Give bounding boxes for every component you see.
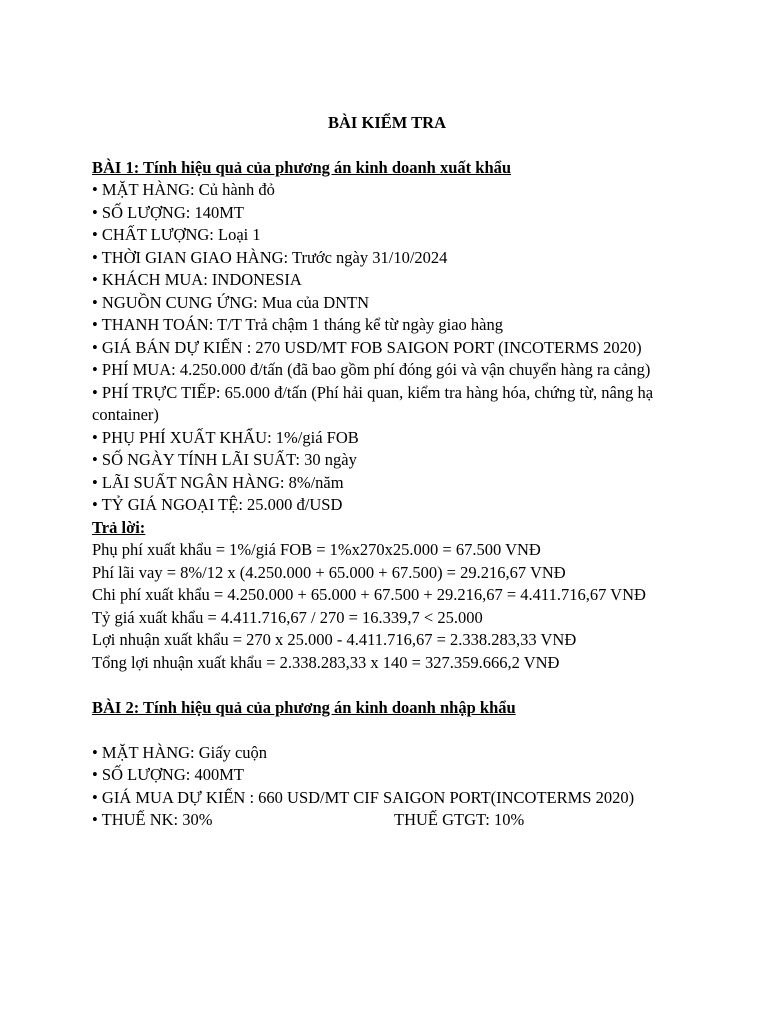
bai2-item: • MẶT HÀNG: Giấy cuộn — [92, 742, 682, 765]
section-spacer — [92, 719, 682, 742]
bai1-item: • SỐ LƯỢNG: 140MT — [92, 202, 682, 225]
bai1-answer: Tỷ giá xuất khẩu = 4.411.716,67 / 270 = 16.339,7 < 25.000 — [92, 607, 483, 627]
bai1-answer: Lợi nhuận xuất khẩu = 270 x 25.000 - 4.411.716,67 = 2.338.283,33 VNĐ — [92, 630, 577, 649]
bai1-item: • GIÁ BÁN DỰ KIẾN : 270 USD/MT FOB SAIGON PORT (INCOTERMS 2020) — [92, 337, 682, 360]
bai1-item: • THANH TOÁN: T/T Trả chậm 1 tháng kể từ ngày giao hàng — [92, 314, 682, 337]
tax-nk: • THUẾ NK: 30% — [92, 809, 394, 832]
bai1-item: • LÃI SUẤT NGÂN HÀNG: 8%/năm — [92, 472, 682, 495]
bai1-item: • TỶ GIÁ NGOẠI TỆ: 25.000 đ/USD — [92, 494, 682, 517]
bai1-heading: BÀI 1: Tính hiệu quả của phương án kinh doanh xuất khẩu — [92, 157, 512, 177]
bai1-item: • PHÍ MUA: 4.250.000 đ/tấn (đã bao gồm phí đóng gói và vận chuyển hàng ra cảng) — [92, 359, 682, 382]
bai2-item: • GIÁ MUA DỰ KIẾN : 660 USD/MT CIF SAIGON PORT(INCOTERMS 2020) — [92, 787, 682, 810]
bai2-item: • SỐ LƯỢNG: 400MT — [92, 764, 682, 787]
document-content — [92, 112, 682, 832]
bai1-answer: Chi phí xuất khẩu = 4.250.000 + 65.000 + 67.500 + 29.216,67 = 4.411.716,67 VNĐ — [92, 585, 646, 604]
bai1-item: • KHÁCH MUA: INDONESIA — [92, 269, 682, 292]
bai1-item: • SỐ NGÀY TÍNH LÃI SUẤT: 30 ngày — [92, 449, 682, 472]
bai1-item: • PHÍ TRỰC TIẾP: 65.000 đ/tấn (Phí hải quan, kiểm tra hàng hóa, chứng từ, nâng hạ container) — [92, 382, 682, 427]
bai2-tax-row — [92, 809, 682, 832]
section-spacer — [92, 674, 682, 697]
bai1-item: • CHẤT LƯỢNG: Loại 1 — [92, 224, 682, 247]
bai1-answer: Phụ phí xuất khẩu = 1%/giá FOB = 1%x270x25.000 = 67.500 VNĐ — [92, 540, 541, 559]
bai1-item: • NGUỒN CUNG ỨNG: Mua của DNTN — [92, 292, 682, 315]
bai1-item: • MẶT HÀNG: Củ hành đỏ — [92, 179, 682, 202]
bai1-answer-label: Trả lời: — [92, 517, 146, 537]
bai1-item: • PHỤ PHÍ XUẤT KHẨU: 1%/giá FOB — [92, 427, 682, 450]
bai2-heading: BÀI 2: Tính hiệu quả của phương án kinh doanh nhập khẩu — [92, 697, 516, 717]
tax-gtgt: THUẾ GTGT: 10% — [394, 810, 525, 829]
bai1-item: • THỜI GIAN GIAO HÀNG: Trước ngày 31/10/2024 — [92, 247, 682, 270]
bai1-answer: Tổng lợi nhuận xuất khẩu = 2.338.283,33 x 140 = 327.359.666,2 VNĐ — [92, 652, 560, 672]
bai1-answer: Phí lãi vay = 8%/12 x (4.250.000 + 65.000 + 67.500) = 29.216,67 VNĐ — [92, 562, 566, 582]
document-title: BÀI KIỂM TRA — [328, 113, 446, 132]
